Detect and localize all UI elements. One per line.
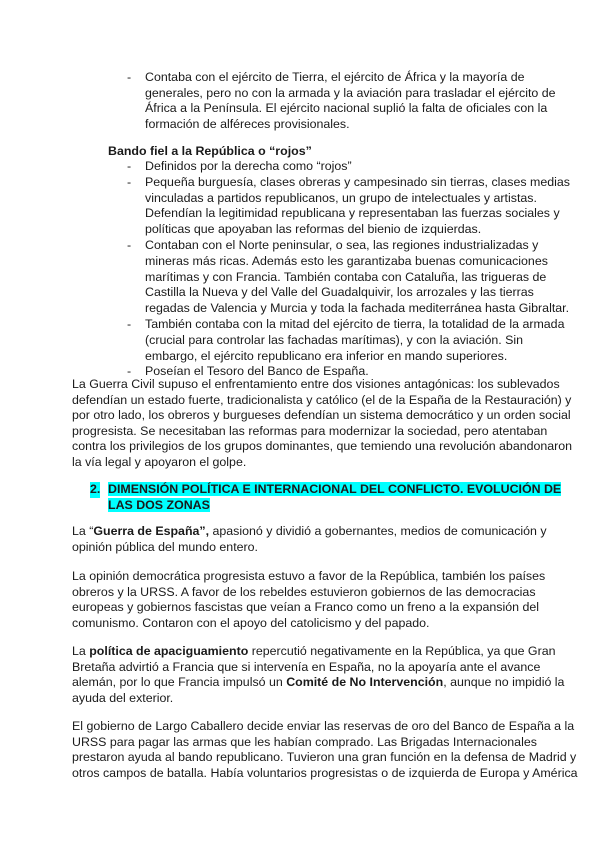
paragraph-opinion (72, 569, 546, 631)
text-line: Castilla la Nueva y del Valle del Guadalquivir, los arrozales y las tierras (145, 285, 534, 300)
text-line: El gobierno de Largo Caballero decide enviar las reservas de oro del Banco de España a la (72, 719, 575, 733)
text-line: obreros y la URSS. A favor de los rebeldes estuvieron gobiernos de las democracias (72, 584, 536, 599)
text-line: comunismo. Contaron con el apoyo del catolicismo y del papado. (72, 615, 430, 630)
text-line: La Guerra Civil supuso el enfrentamiento entre dos visiones antagónicas: los sublevados (72, 377, 560, 391)
text: apasionó y dividió a gobernantes, medios de comunicación y (209, 524, 547, 538)
text-line: ayuda del exterior. (72, 690, 174, 705)
paragraph-apaciguamiento (72, 644, 565, 706)
dash-bullet: - (127, 364, 132, 379)
heading-text: Bando fiel a la República o “rojos” (108, 144, 312, 158)
text-line: (crucial para controlar las fachadas marítimas), y con la aviación. Sin (145, 332, 524, 347)
text-line: formación de alféreces provisionales. (145, 116, 350, 131)
section-title-line: LAS DOS ZONAS (108, 497, 210, 512)
dash-bullet: - (127, 70, 132, 84)
list-item (72, 159, 542, 175)
text: alemán, por lo que Francia impulsó un (72, 675, 287, 689)
text-line: mineras más ricas. Además esto les garantizaba buenas comunicaciones (145, 253, 548, 268)
text-line: embargo, el ejército republicano era inferior en mando superiores. (145, 348, 508, 363)
dash-bullet: - (127, 174, 132, 189)
text-line: prestaron ayuda al bando republicano. Tuvieron una gran función en la defensa de Madrid y (72, 750, 577, 764)
section-number: 2. (90, 482, 101, 496)
list-item (72, 70, 556, 132)
text: La (72, 644, 90, 658)
paragraph-guerra-espana (72, 524, 547, 555)
text-line: También contaba con la mitad del ejército de tierra, la totalidad de la armada (145, 316, 565, 331)
list-item (72, 316, 565, 364)
text-line: generales, pero no con la armada y la aviación para trasladar el ejército de (145, 85, 556, 100)
bando-republica-heading (108, 144, 578, 160)
bullet-list-republica (72, 159, 570, 380)
text-line: Bretaña advirtió a Francia que si intervenía en España, no la apoyaría ante el avance (72, 659, 541, 674)
section-heading (90, 482, 560, 513)
text-line: vinculadas a partidos republicanos, un grupo de intelectuales y artistas. (145, 190, 537, 205)
dash-bullet: - (127, 316, 132, 331)
text-line: regadas de Valencia y Murcia y toda la fachada mediterránea hasta Gibraltar. (145, 301, 570, 316)
text-line: otros campos de batalla. Había voluntarios progresistas o de izquierda de Europa y América (72, 765, 578, 780)
paragraph-oro (72, 719, 578, 781)
text-line: Definidos por la derecha como “rojos” (145, 159, 352, 173)
text-line: la vía legal y apoyaron el golpe. (72, 454, 247, 469)
text-line: defendían un estado fuerte, tradicionalista y católico (el de la España de la Restauración) y (72, 392, 572, 407)
text-line: África a la Península. El ejército nacional suplió la falta de oficiales con la (145, 101, 548, 115)
text-line: La opinión democrática progresista estuvo a favor de la República, también los países (72, 569, 546, 583)
text-line: Contaba con el ejército de Tierra, el ejército de África y la mayoría de (145, 70, 525, 84)
list-item (72, 237, 570, 317)
dash-bullet: - (127, 237, 132, 252)
text-line: URSS para pagar las armas que les habían comprado. Las Brigadas Internacionales (72, 734, 537, 749)
text-line: Defendían la legitimidad republicana y representaban las fuerzas sociales y (145, 206, 560, 221)
text-line: europeas y gobiernos fascistas que veían a Franco como un freno a la expansión del (72, 600, 540, 614)
text-line: Pequeña burguesía, clases obreras y campesinado sin tierras, clases medias (145, 174, 570, 189)
text-line: contra los privilegios de los grupos dominantes, que temiendo una revolución abandonaron (72, 439, 573, 453)
text-line: marítimas y con Francia. También contaba con Cataluña, las trigueras de (145, 269, 547, 284)
text-line: Contaban con el Norte peninsular, o sea, las regiones industrializadas y (145, 237, 539, 252)
section-title-line: DIMENSIÓN POLÍTICA E INTERNACIONAL DEL CONFLICTO. EVOLUCIÓN DE (108, 482, 562, 496)
bullet-list-nacional (72, 70, 556, 132)
bold-text: Guerra de España”, (93, 524, 210, 538)
text: La “ (72, 524, 94, 538)
text-line: Poseían el Tesoro del Banco de España. (145, 364, 369, 379)
text-line: políticas que apoyaban las reformas del bienio de izquierdas. (145, 222, 482, 237)
text-line: progresista. Se necesitaban las reformas para modernizar la sociedad, pero atentaban (72, 423, 548, 438)
text: , aunque no impidió la (443, 675, 565, 689)
text: repercutió negativamente en la República, ya que Gran (248, 644, 556, 658)
paragraph-guerra-civil (72, 377, 573, 470)
dash-bullet: - (127, 159, 132, 173)
bold-text: Comité de No Intervención (286, 675, 444, 689)
text-line: por otro lado, los obreros y burgueses defendían un sistema democrático y un orden social (72, 408, 571, 422)
list-item (72, 174, 570, 238)
bold-text: política de apaciguamiento (89, 644, 249, 658)
text-line: opinión pública del mundo entero. (72, 539, 258, 554)
